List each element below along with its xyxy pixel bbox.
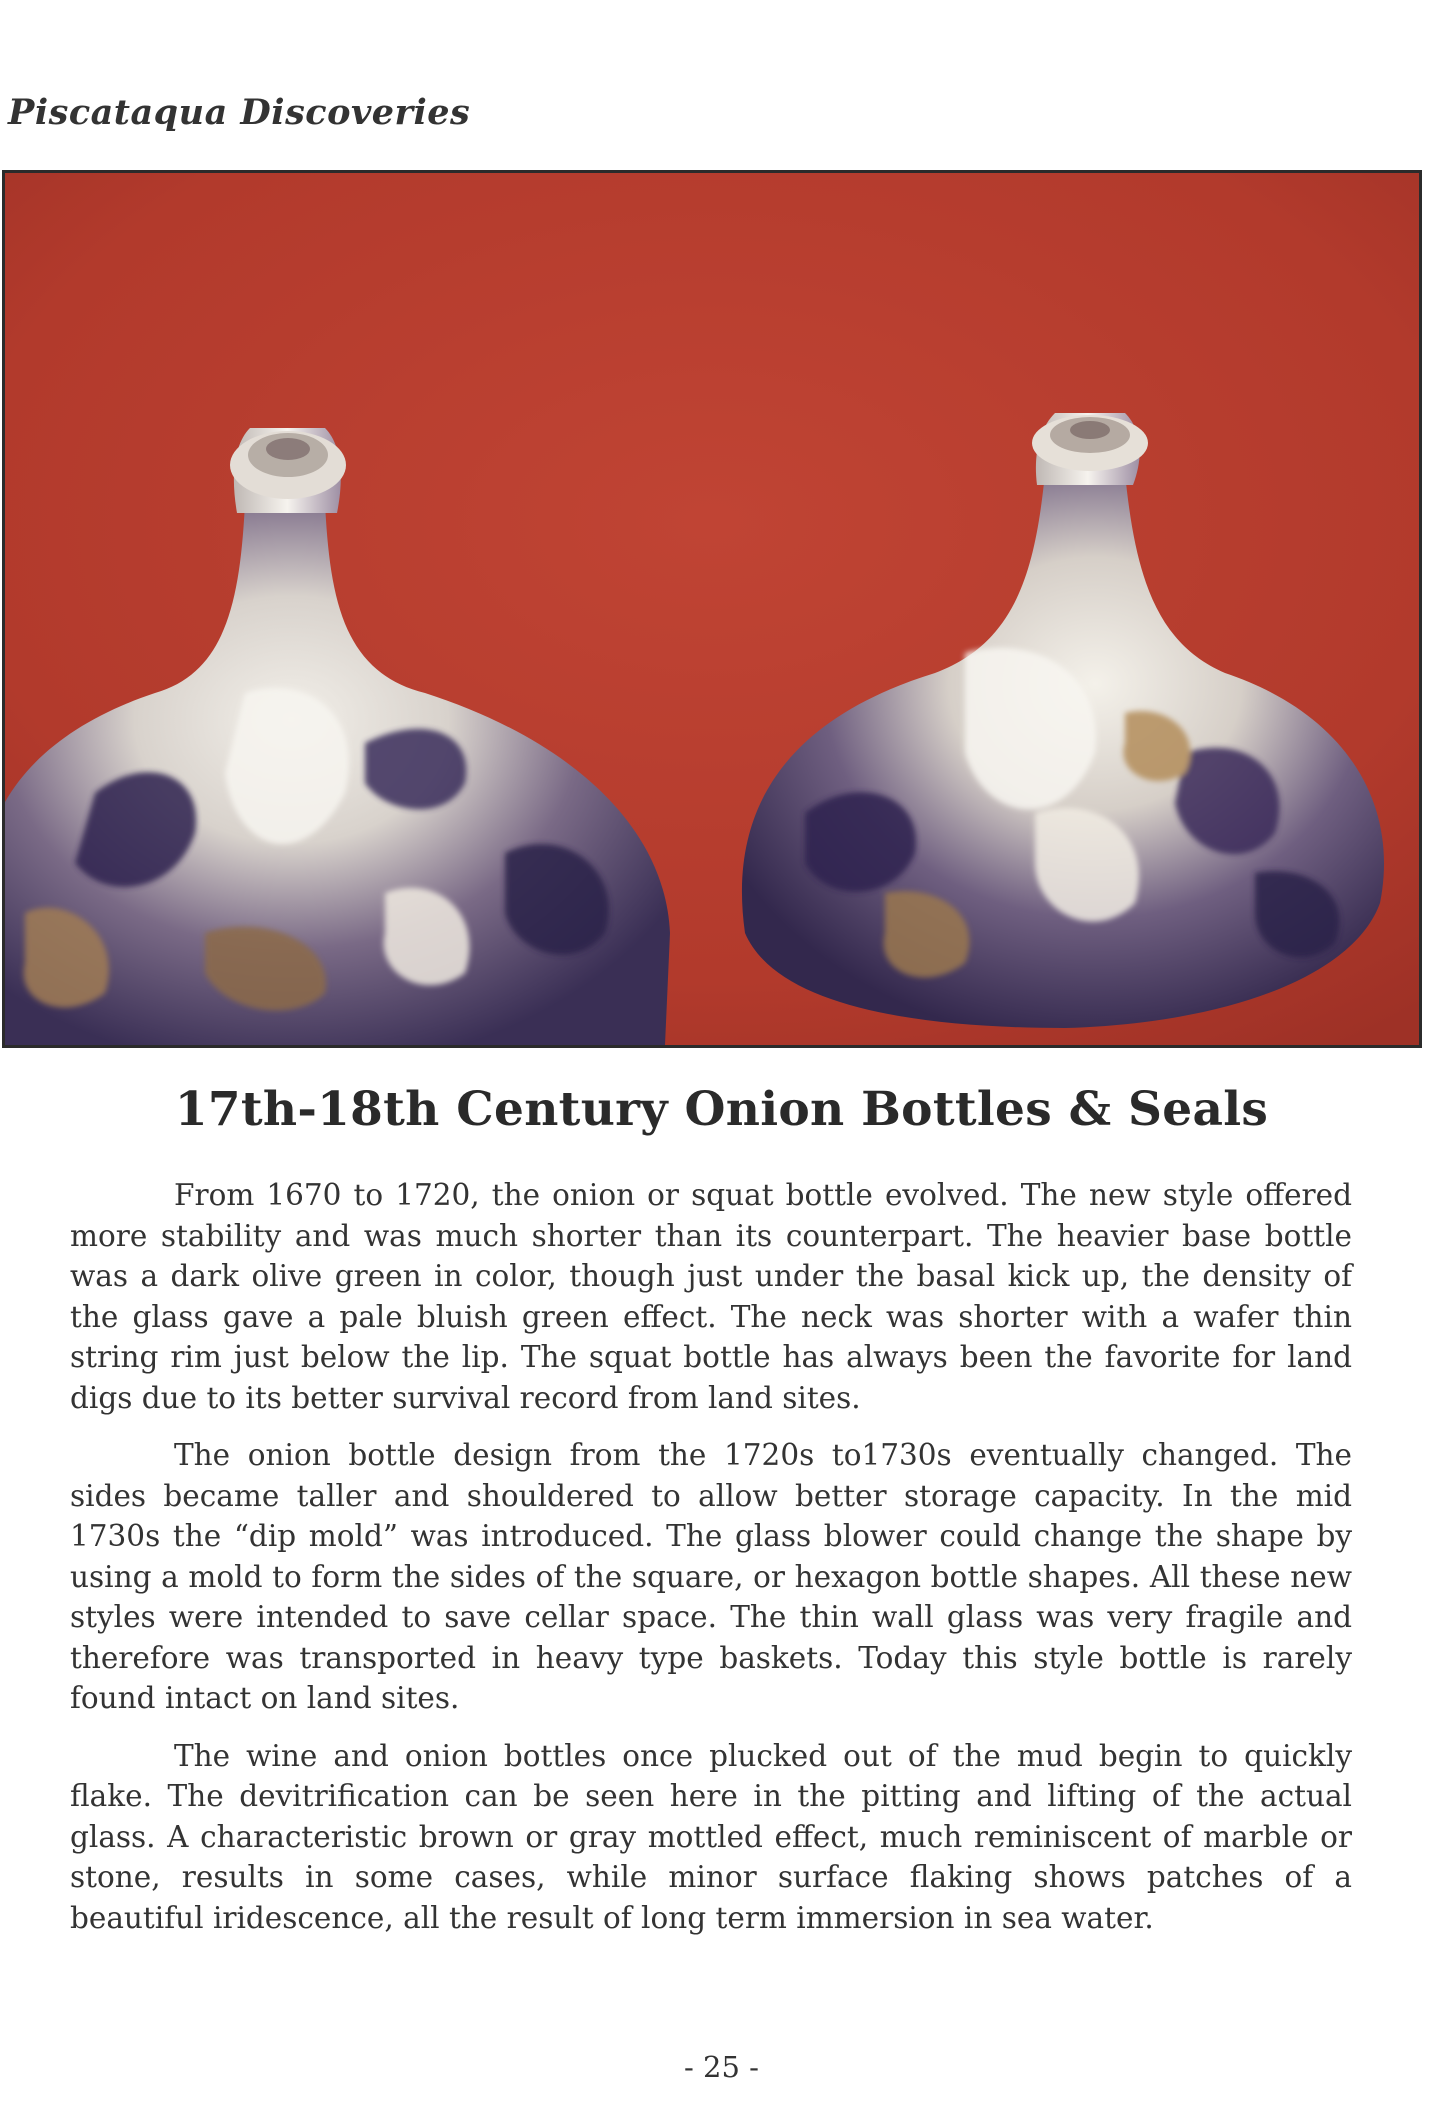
paragraph-3: The wine and onion bottles once plucked out of the mud begin to quickly flake. The devitrification can be seen here in the pitting and lifting of the actual glass. A characteristic brown or gray mottled effect, much reminiscent of marble or stone, results in some cases, while minor surface flaking shows patches of a beautiful iridescence, all the result of long term immersion in sea water. <box>70 1738 1352 1935</box>
paragraph-2: The onion bottle design from the 1720s to1730s eventually changed. The sides became taller and shouldered to allow better storage capacity. In the mid 1730s the “dip mold” was introduced. The glass blower could change the shape by using a mold to form the sides of the square, or hexagon bottle shapes. All these new styles were intended to save cellar space. The thin wall glass was very fragile and therefore was transported in heavy type baskets. Today this style bottle is rarely found intact on land sites. <box>70 1438 1352 1715</box>
photo-illustration <box>5 173 1419 1045</box>
running-header: Piscataqua Discoveries <box>8 92 471 133</box>
article-body <box>70 1175 1352 1955</box>
onion-bottles-photo <box>2 170 1422 1048</box>
page-number: - 25 - <box>684 2050 759 2084</box>
article-title: 17th-18th Century Onion Bottles & Seals <box>174 1082 1269 1137</box>
paragraph-1: From 1670 to 1720, the onion or squat bottle evolved. The new style offered more stability and was much shorter than its counterpart. The heavier base bottle was a dark olive green in color, though just under the basal kick up, the density of the glass gave a pale bluish green effect. The neck was shorter with a wafer thin string rim just below the lip. The squat bottle has always been the favorite for land digs due to its better survival record from land sites. <box>70 1178 1352 1415</box>
